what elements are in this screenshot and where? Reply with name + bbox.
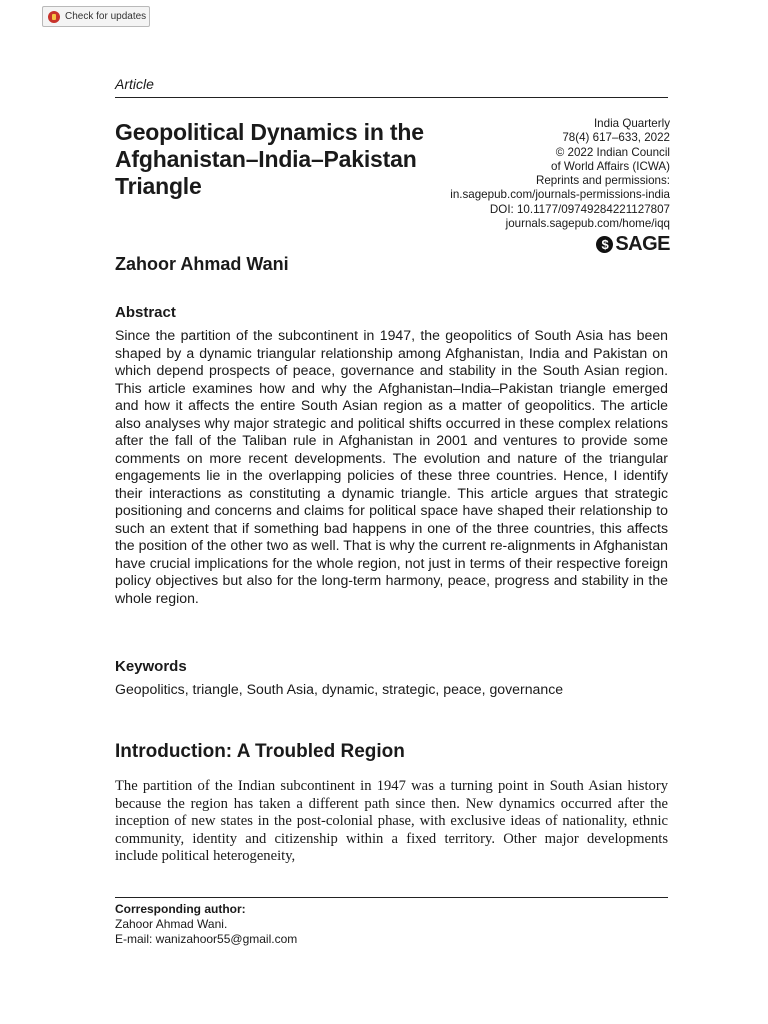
sage-logo-icon: $ [596,236,613,253]
introduction-heading: Introduction: A Troubled Region [115,741,405,762]
journal-info [350,117,670,231]
check-for-updates-badge[interactable] [42,6,150,27]
abstract-heading: Abstract [115,304,176,321]
permissions-link[interactable]: in.sagepub.com/journals-permissions-india [450,188,670,202]
journal-issue: 78(4) 617–633, 2022 [562,131,670,145]
journal-home-link[interactable]: journals.sagepub.com/home/iqq [505,217,670,231]
reprints-label: Reprints and permissions: [535,174,670,188]
copyright-line-2: of World Affairs (ICWA) [551,159,670,173]
footnote [115,902,297,947]
corresponding-author-email[interactable]: E-mail: wanizahoor55@gmail.com [115,932,298,946]
check-for-updates-label: Check for updates [65,11,147,22]
article-type-label: Article [115,76,154,92]
header-divider [115,97,668,98]
abstract-text: Since the partition of the subcontinent in 1947, the geopolitics of South Asia has been shaped by a dynamic triangular relationship among Afghanistan, India and Pakistan on which depend prospects of peace, governance and stability in the South Asian region. This article examines how and why the Afghanistan–India–Pakistan triangle emerged and how it affects the entire South Asian region as a matter of geopolitics. The article also analyses why major strategic and political shifts occurred in these complex relations after the fall of the Taliban rule in Afghanistan in 2001 and ventures to provide some comments on more recent developments. The evolution and nature of the triangular engagements lie in the overlapping policies of these three countries. Hence, I identify their interactions as constituting a dynamic triangle. This article argues that strategic positioning and concerns and claims for political space have shaped their relationship to such an extent that if something bad happens in one of the three countries, this affects the position of the other two as well. That is why the current re-alignments in Afghanistan have crucial implications for the whole region, not just in terms of their respective foreign policy objectives but also for the long-term harmony, peace, progress and stability in the whole region. [115,327,668,606]
corresponding-author-label: Corresponding author: [115,902,246,916]
introduction-text: The partition of the Indian subcontinent in 1947 was a turning point in South Asian history because the region has taken a different path since then. New dynamics occurred after the inception of new states in the post-colonial phase, with exclusive ideas of nationality, ethnic community, identity and citizenship within a fixed territory. Other major developments include political heterogeneity, [115,778,668,865]
keywords-text: Geopolitics, triangle, South Asia, dynamic, strategic, peace, governance [115,681,564,697]
corresponding-author-name: Zahoor Ahmad Wani. [115,917,228,931]
check-for-updates-icon [48,11,60,23]
keywords-heading: Keywords [115,658,187,675]
footnote-divider [115,897,668,898]
copyright-line-1: © 2022 Indian Council [555,145,670,159]
author-name: Zahoor Ahmad Wani [115,254,289,274]
publisher-logo [596,233,670,256]
journal-name: India Quarterly [593,117,670,130]
article-title: Geopolitical Dynamics in the Afghanistan–India–Pakistan Triangle [115,119,424,199]
doi-link[interactable]: DOI: 10.1177/09749284221127807 [489,202,670,216]
publisher-name: SAGE [615,233,670,255]
